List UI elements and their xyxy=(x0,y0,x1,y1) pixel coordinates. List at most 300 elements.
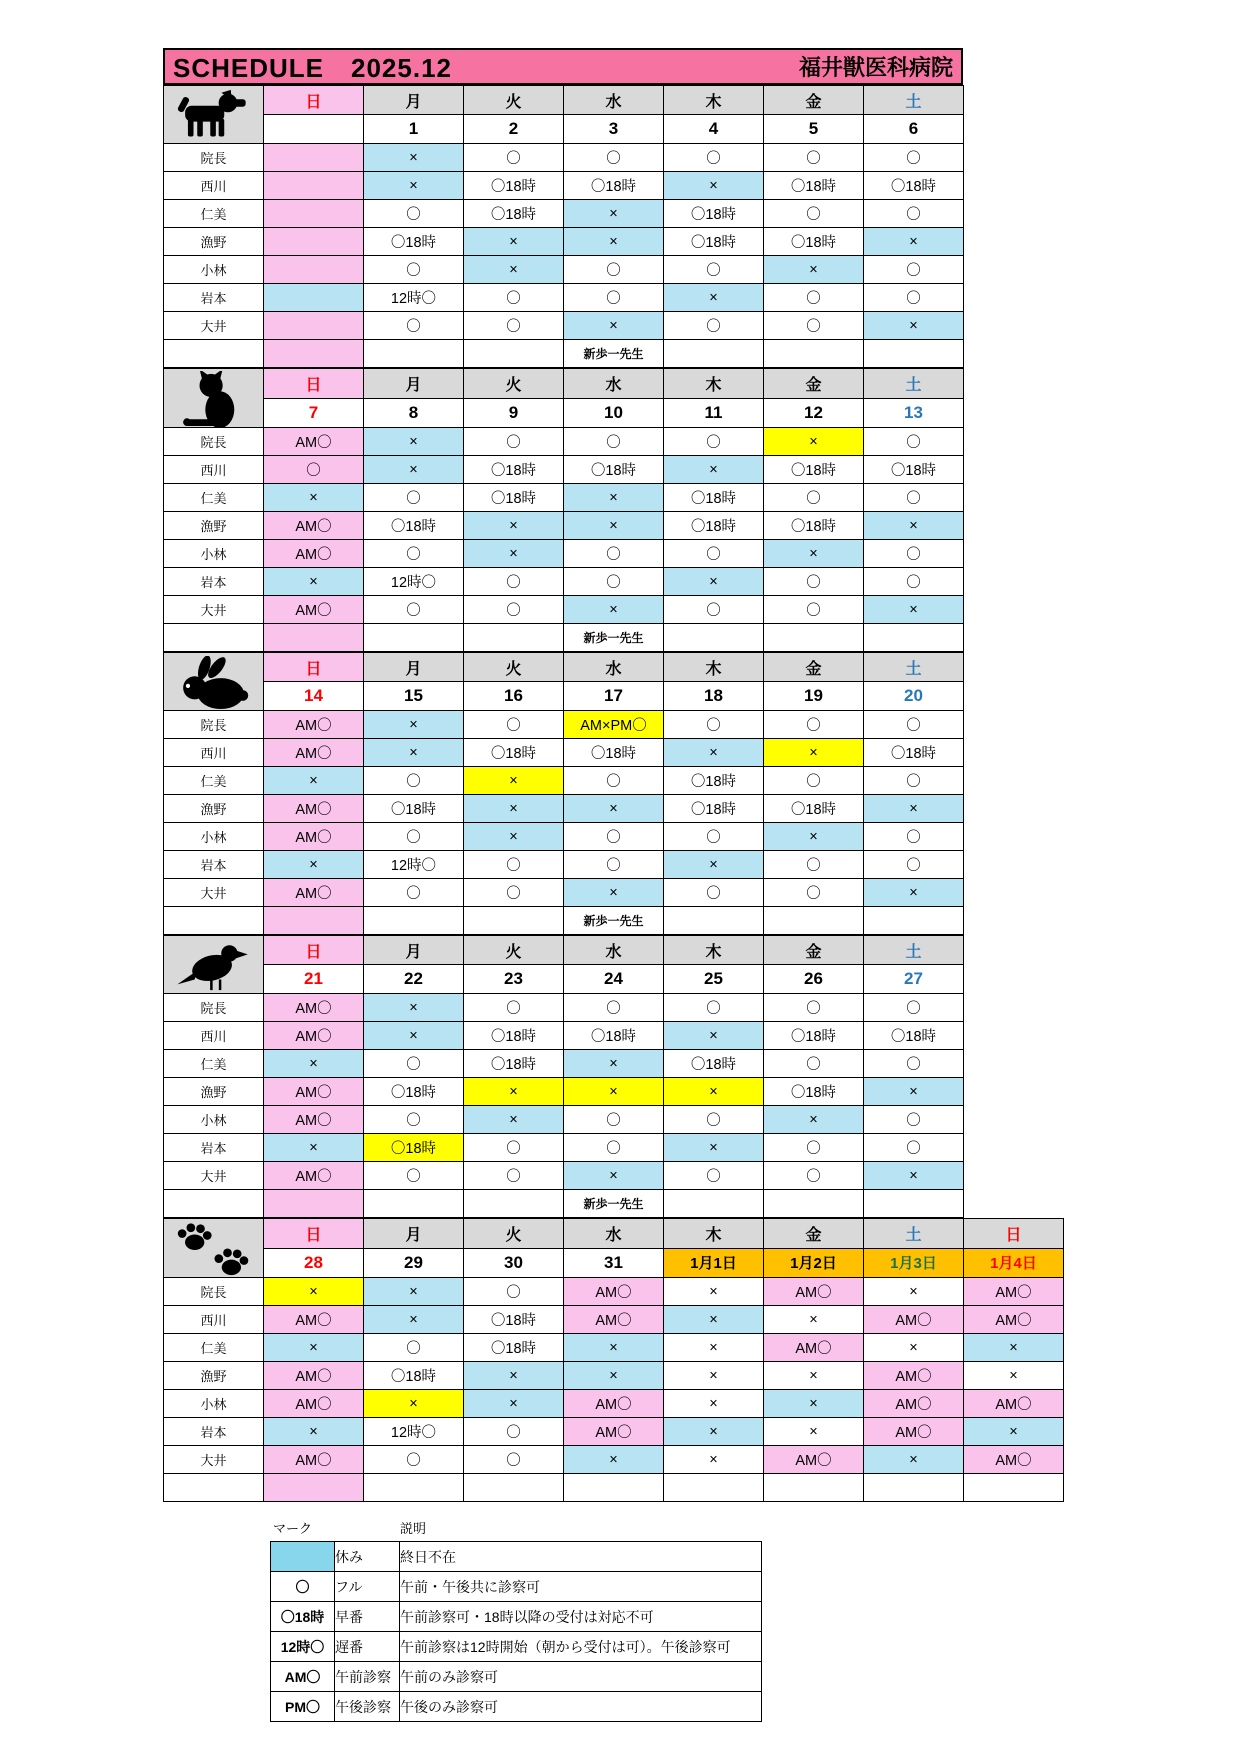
schedule-cell: AM〇 xyxy=(564,1278,664,1306)
schedule-cell: × xyxy=(664,1306,764,1334)
week-icon-cell xyxy=(164,936,264,994)
schedule-cell: × xyxy=(664,1418,764,1446)
date-cell: 10 xyxy=(564,398,664,428)
schedule-cell: 〇 xyxy=(664,596,764,624)
schedule-cell: AM〇 xyxy=(264,1362,364,1390)
staff-name-cell: 小林 xyxy=(164,1106,264,1134)
empty-cell xyxy=(464,1474,564,1502)
schedule-cell: × xyxy=(664,1446,764,1474)
day-header-cell: 金 xyxy=(764,653,864,682)
empty-cell xyxy=(164,1474,264,1502)
empty-cell xyxy=(764,1474,864,1502)
schedule-cell: 〇 xyxy=(364,312,464,340)
schedule-cell: 〇 xyxy=(864,711,964,739)
day-header-cell: 水 xyxy=(564,653,664,682)
schedule-cell: AM×PM〇 xyxy=(564,711,664,739)
legend-mark-cell: PM〇 xyxy=(271,1692,335,1722)
schedule-cell: × xyxy=(764,1362,864,1390)
day-header-cell: 日 xyxy=(264,653,364,682)
staff-row xyxy=(164,851,964,879)
date-cell: 24 xyxy=(564,965,664,994)
schedule-cell xyxy=(264,200,364,228)
rabbit-icon xyxy=(173,656,255,710)
schedule-cell: × xyxy=(264,1418,364,1446)
staff-row xyxy=(164,428,964,456)
staff-name-cell: 院長 xyxy=(164,1278,264,1306)
day-header-cell: 日 xyxy=(964,1219,1064,1249)
schedule-cell: 〇18時 xyxy=(764,228,864,256)
day-header-cell: 月 xyxy=(364,1219,464,1249)
schedule-cell: 〇 xyxy=(764,1162,864,1190)
date-cell: 25 xyxy=(664,965,764,994)
legend-label-cell: 早番 xyxy=(335,1602,400,1632)
schedule-cell: × xyxy=(364,172,464,200)
day-header-cell: 月 xyxy=(364,86,464,115)
schedule-cell: 〇18時 xyxy=(864,172,964,200)
schedule-cell: 〇18時 xyxy=(364,1078,464,1106)
schedule-cell: × xyxy=(364,739,464,767)
week-table xyxy=(163,85,964,368)
schedule-cell: 〇18時 xyxy=(464,1022,564,1050)
schedule-cell: 〇18時 xyxy=(764,1078,864,1106)
schedule-cell: × xyxy=(864,596,964,624)
legend-row xyxy=(271,1542,762,1572)
staff-row xyxy=(164,1162,964,1190)
schedule-cell: × xyxy=(464,767,564,795)
schedule-cell: AM〇 xyxy=(564,1306,664,1334)
date-cell: 2 xyxy=(464,115,564,144)
schedule-cell: 〇 xyxy=(364,1162,464,1190)
schedule-cell: 〇 xyxy=(364,1050,464,1078)
legend-label-cell: 午前診察 xyxy=(335,1662,400,1692)
date-cell xyxy=(264,115,364,144)
day-header-cell: 金 xyxy=(764,1219,864,1249)
schedule-cell: × xyxy=(364,1390,464,1418)
date-cell: 4 xyxy=(664,115,764,144)
date-cell: 1月1日 xyxy=(664,1248,764,1278)
schedule-cell: × xyxy=(464,256,564,284)
staff-name-cell: 仁美 xyxy=(164,200,264,228)
legend-row xyxy=(271,1662,762,1692)
schedule-cell: × xyxy=(964,1362,1064,1390)
schedule-cell: × xyxy=(364,994,464,1022)
date-cell: 17 xyxy=(564,682,664,711)
schedule-cell: 〇 xyxy=(664,428,764,456)
schedule-cell: 〇 xyxy=(464,851,564,879)
empty-cell xyxy=(364,907,464,935)
staff-name-cell: 岩本 xyxy=(164,851,264,879)
schedule-cell: 〇 xyxy=(464,1134,564,1162)
empty-cell xyxy=(864,340,964,368)
empty-cell xyxy=(264,1190,364,1218)
schedule-cell xyxy=(264,172,364,200)
legend-desc-header: 説明 xyxy=(400,1521,427,1536)
schedule-cell: 〇 xyxy=(564,568,664,596)
schedule-cell: AM〇 xyxy=(864,1306,964,1334)
date-cell: 8 xyxy=(364,398,464,428)
schedule-cell: × xyxy=(664,1390,764,1418)
day-header-cell: 火 xyxy=(464,86,564,115)
schedule-cell: 〇18時 xyxy=(464,484,564,512)
empty-cell xyxy=(264,624,364,652)
schedule-cell: × xyxy=(664,172,764,200)
schedule-cell: 〇18時 xyxy=(364,512,464,540)
day-header-cell: 木 xyxy=(664,86,764,115)
date-cell: 13 xyxy=(864,398,964,428)
staff-row xyxy=(164,512,964,540)
empty-cell xyxy=(264,907,364,935)
schedule-cell: 〇 xyxy=(864,540,964,568)
day-header-cell: 木 xyxy=(664,1219,764,1249)
date-cell: 1月3日 xyxy=(864,1248,964,1278)
staff-row xyxy=(164,144,964,172)
staff-row xyxy=(164,1278,1064,1306)
day-header-cell: 金 xyxy=(764,936,864,965)
schedule-cell: 〇 xyxy=(564,767,664,795)
schedule-cell: 〇 xyxy=(764,596,864,624)
schedule-cell: AM〇 xyxy=(264,1390,364,1418)
legend-mark-header: マーク xyxy=(273,1521,313,1536)
schedule-cell: × xyxy=(464,1362,564,1390)
staff-name-cell: 西川 xyxy=(164,739,264,767)
legend-label-cell: 遅番 xyxy=(335,1632,400,1662)
schedule-cell: × xyxy=(264,1278,364,1306)
schedule-cell: 〇 xyxy=(364,484,464,512)
week-table xyxy=(163,1218,1064,1502)
schedule-cell: 〇 xyxy=(864,428,964,456)
date-cell: 1月4日 xyxy=(964,1248,1064,1278)
schedule-cell: × xyxy=(264,1050,364,1078)
schedule-cell: AM〇 xyxy=(264,795,364,823)
schedule-cell: 〇 xyxy=(764,994,864,1022)
day-header-cell: 金 xyxy=(764,86,864,115)
schedule-cell: × xyxy=(764,428,864,456)
schedule-cell: 〇 xyxy=(464,1446,564,1474)
schedule-cell: × xyxy=(264,484,364,512)
staff-row xyxy=(164,879,964,907)
schedule-cell: × xyxy=(264,568,364,596)
schedule-cell: × xyxy=(564,228,664,256)
schedule-cell: 〇18時 xyxy=(464,172,564,200)
staff-row xyxy=(164,568,964,596)
legend-label-cell: 休み xyxy=(335,1542,400,1572)
schedule-cell: 〇18時 xyxy=(464,200,564,228)
schedule-cell: × xyxy=(464,228,564,256)
staff-name-cell: 西川 xyxy=(164,172,264,200)
schedule-cell: 12時〇 xyxy=(364,568,464,596)
schedule-cell: 〇18時 xyxy=(664,200,764,228)
staff-row xyxy=(164,711,964,739)
staff-name-cell: 大井 xyxy=(164,1446,264,1474)
schedule-cell: 〇 xyxy=(864,1050,964,1078)
staff-row xyxy=(164,484,964,512)
staff-name-cell: 仁美 xyxy=(164,1050,264,1078)
schedule-cell: 〇 xyxy=(664,256,764,284)
schedule-cell: × xyxy=(564,1162,664,1190)
schedule-cell: 〇 xyxy=(564,256,664,284)
empty-cell xyxy=(864,907,964,935)
legend-label-cell: フル xyxy=(335,1572,400,1602)
staff-name-cell: 岩本 xyxy=(164,284,264,312)
schedule-cell: 〇 xyxy=(664,1162,764,1190)
schedule-cell: 〇 xyxy=(664,994,764,1022)
schedule-cell: 12時〇 xyxy=(364,1418,464,1446)
schedule-cell: × xyxy=(664,1134,764,1162)
schedule-cell: 〇 xyxy=(564,1134,664,1162)
schedule-cell: × xyxy=(364,456,464,484)
legend-row xyxy=(271,1632,762,1662)
staff-row xyxy=(164,596,964,624)
legend-row xyxy=(271,1572,762,1602)
date-cell: 31 xyxy=(564,1248,664,1278)
staff-row xyxy=(164,1390,1064,1418)
day-header-cell: 土 xyxy=(864,653,964,682)
day-header-cell: 月 xyxy=(364,936,464,965)
date-cell: 20 xyxy=(864,682,964,711)
staff-name-cell: 大井 xyxy=(164,879,264,907)
empty-cell xyxy=(164,624,264,652)
schedule-cell: 〇 xyxy=(564,994,664,1022)
schedule-cell: × xyxy=(464,1078,564,1106)
schedule-cell: 〇 xyxy=(864,284,964,312)
schedule-cell: × xyxy=(864,312,964,340)
empty-cell xyxy=(764,624,864,652)
week-icon-cell xyxy=(164,1219,264,1278)
schedule-cell: × xyxy=(364,711,464,739)
schedule-cell: 〇 xyxy=(464,312,564,340)
staff-name-cell: 小林 xyxy=(164,1390,264,1418)
schedule-cell: 〇 xyxy=(664,1106,764,1134)
schedule-cell: 〇 xyxy=(764,312,864,340)
schedule-cell: × xyxy=(864,1334,964,1362)
schedule-cell: × xyxy=(764,256,864,284)
empty-cell xyxy=(864,1190,964,1218)
staff-name-cell: 岩本 xyxy=(164,568,264,596)
schedule-cell xyxy=(264,228,364,256)
schedule-cell: 〇 xyxy=(464,568,564,596)
schedule-cell: 〇 xyxy=(864,256,964,284)
schedule-cell: AM〇 xyxy=(864,1418,964,1446)
date-cell: 9 xyxy=(464,398,564,428)
legend-mark-cell: 〇 xyxy=(271,1572,335,1602)
empty-cell xyxy=(564,1474,664,1502)
staff-row xyxy=(164,228,964,256)
schedule-cell: × xyxy=(864,1446,964,1474)
day-header-cell: 水 xyxy=(564,1219,664,1249)
empty-cell xyxy=(764,1190,864,1218)
schedule-title: SCHEDULE 2025.12 xyxy=(173,53,452,83)
week-table xyxy=(163,368,964,652)
schedule-cell: 〇 xyxy=(864,200,964,228)
staff-row xyxy=(164,1050,964,1078)
schedule-cell: × xyxy=(864,228,964,256)
legend-mark-cell: 12時〇 xyxy=(271,1632,335,1662)
day-header-cell: 金 xyxy=(764,369,864,399)
schedule-cell: 〇 xyxy=(764,200,864,228)
schedule-cell: × xyxy=(364,1306,464,1334)
staff-row xyxy=(164,456,964,484)
schedule-cell: 〇18時 xyxy=(764,172,864,200)
empty-cell xyxy=(364,340,464,368)
schedule-cell: AM〇 xyxy=(264,1022,364,1050)
schedule-cell: 〇 xyxy=(664,823,764,851)
legend-mark-cell: AM〇 xyxy=(271,1662,335,1692)
staff-name-cell: 漁野 xyxy=(164,512,264,540)
legend-mark-cell: 〇18時 xyxy=(271,1602,335,1632)
schedule-cell: × xyxy=(564,484,664,512)
schedule-cell: 〇 xyxy=(464,596,564,624)
schedule-cell: 〇 xyxy=(464,1418,564,1446)
schedule-cell: × xyxy=(964,1418,1064,1446)
date-cell: 16 xyxy=(464,682,564,711)
schedule-cell: 〇18時 xyxy=(464,1334,564,1362)
staff-name-cell: 漁野 xyxy=(164,228,264,256)
empty-cell xyxy=(664,340,764,368)
schedule-cell: × xyxy=(764,540,864,568)
schedule-cell: 〇18時 xyxy=(564,739,664,767)
date-cell: 5 xyxy=(764,115,864,144)
empty-cell xyxy=(464,340,564,368)
legend-header-row xyxy=(270,1514,1064,1541)
schedule-cell: 〇 xyxy=(764,711,864,739)
schedule-cell: AM〇 xyxy=(964,1278,1064,1306)
schedule-cell: × xyxy=(864,1278,964,1306)
staff-row xyxy=(164,1362,1064,1390)
schedule-cell: × xyxy=(664,739,764,767)
schedule-cell: 〇 xyxy=(564,428,664,456)
date-cell: 21 xyxy=(264,965,364,994)
empty-cell xyxy=(364,1474,464,1502)
schedule-cell: 12時〇 xyxy=(364,284,464,312)
date-cell: 3 xyxy=(564,115,664,144)
date-cell: 15 xyxy=(364,682,464,711)
schedule-cell: 〇 xyxy=(464,994,564,1022)
title-bar xyxy=(163,48,963,85)
schedule-cell: 〇 xyxy=(764,1050,864,1078)
schedule-cell: 〇18時 xyxy=(664,484,764,512)
day-header-cell: 月 xyxy=(364,653,464,682)
schedule-cell: 〇18時 xyxy=(364,795,464,823)
schedule-cell: × xyxy=(464,795,564,823)
schedule-cell: AM〇 xyxy=(264,596,364,624)
date-cell: 7 xyxy=(264,398,364,428)
schedule-cell: AM〇 xyxy=(264,1162,364,1190)
schedule-cell: 〇18時 xyxy=(464,739,564,767)
schedule-cell: × xyxy=(264,767,364,795)
schedule-cell: 〇 xyxy=(864,144,964,172)
week-table xyxy=(163,652,964,935)
week-icon-cell xyxy=(164,369,264,428)
schedule-cell: × xyxy=(564,879,664,907)
schedule-cell: × xyxy=(564,312,664,340)
staff-row xyxy=(164,1106,964,1134)
legend-table xyxy=(270,1541,762,1722)
day-header-cell: 水 xyxy=(564,936,664,965)
schedule-cell: 〇 xyxy=(564,823,664,851)
schedule-cell: 〇 xyxy=(664,144,764,172)
legend-row xyxy=(271,1602,762,1632)
schedule-cell: 〇 xyxy=(664,711,764,739)
empty-cell xyxy=(664,907,764,935)
schedule-cell: × xyxy=(264,851,364,879)
empty-cell xyxy=(364,624,464,652)
staff-name-cell: 小林 xyxy=(164,540,264,568)
empty-cell xyxy=(264,1474,364,1502)
schedule-cell: 〇 xyxy=(664,879,764,907)
schedule-cell: × xyxy=(564,1362,664,1390)
empty-cell xyxy=(464,624,564,652)
schedule-cell: × xyxy=(664,1334,764,1362)
staff-name-cell: 漁野 xyxy=(164,795,264,823)
legend-label-cell: 午後診察 xyxy=(335,1692,400,1722)
schedule-cell: × xyxy=(664,1278,764,1306)
schedule-cell: × xyxy=(664,456,764,484)
schedule-cell: 〇 xyxy=(364,767,464,795)
schedule-cell: 〇 xyxy=(764,484,864,512)
schedule-cell: AM〇 xyxy=(864,1390,964,1418)
schedule-cell: AM〇 xyxy=(964,1446,1064,1474)
legend xyxy=(270,1514,1064,1722)
legend-desc-cell: 午前診察可・18時以降の受付は対応不可 xyxy=(400,1602,762,1632)
schedule-sheet xyxy=(163,48,1064,1722)
schedule-cell: 〇 xyxy=(864,823,964,851)
schedule-cell: × xyxy=(564,1334,664,1362)
staff-row xyxy=(164,312,964,340)
empty-cell xyxy=(164,340,264,368)
schedule-cell: 〇 xyxy=(364,1446,464,1474)
schedule-cell: 〇 xyxy=(864,994,964,1022)
schedule-cell: × xyxy=(764,1306,864,1334)
schedule-cell: × xyxy=(564,795,664,823)
date-cell: 11 xyxy=(664,398,764,428)
schedule-cell: × xyxy=(564,512,664,540)
schedule-cell: 〇 xyxy=(664,540,764,568)
schedule-cell: 〇 xyxy=(764,767,864,795)
schedule-cell: 〇18時 xyxy=(464,1306,564,1334)
date-cell: 1 xyxy=(364,115,464,144)
schedule-cell: 〇 xyxy=(664,312,764,340)
week-icon-cell xyxy=(164,86,264,144)
schedule-cell: 〇18時 xyxy=(764,456,864,484)
date-cell: 18 xyxy=(664,682,764,711)
day-header-cell: 月 xyxy=(364,369,464,399)
schedule-cell: × xyxy=(664,1362,764,1390)
day-header-cell: 木 xyxy=(664,936,764,965)
empty-cell xyxy=(164,1190,264,1218)
schedule-cell: × xyxy=(664,851,764,879)
schedule-cell: × xyxy=(764,1106,864,1134)
empty-cell xyxy=(864,1474,964,1502)
schedule-cell: 〇18時 xyxy=(464,456,564,484)
schedule-cell: 〇18時 xyxy=(664,1050,764,1078)
schedule-cell: × xyxy=(464,540,564,568)
schedule-cell: 〇18時 xyxy=(464,1050,564,1078)
schedule-cell: 〇 xyxy=(464,711,564,739)
schedule-cell: AM〇 xyxy=(764,1446,864,1474)
schedule-cell: AM〇 xyxy=(264,428,364,456)
legend-desc-cell: 終日不在 xyxy=(400,1542,762,1572)
empty-cell xyxy=(464,1190,564,1218)
schedule-cell: 〇18時 xyxy=(664,228,764,256)
schedule-cell: × xyxy=(464,1390,564,1418)
schedule-cell: AM〇 xyxy=(764,1334,864,1362)
staff-name-cell: 小林 xyxy=(164,823,264,851)
schedule-cell: 〇 xyxy=(764,144,864,172)
schedule-cell: 〇 xyxy=(564,851,664,879)
schedule-cell: AM〇 xyxy=(264,994,364,1022)
schedule-cell xyxy=(264,284,364,312)
schedule-cell: × xyxy=(364,1022,464,1050)
